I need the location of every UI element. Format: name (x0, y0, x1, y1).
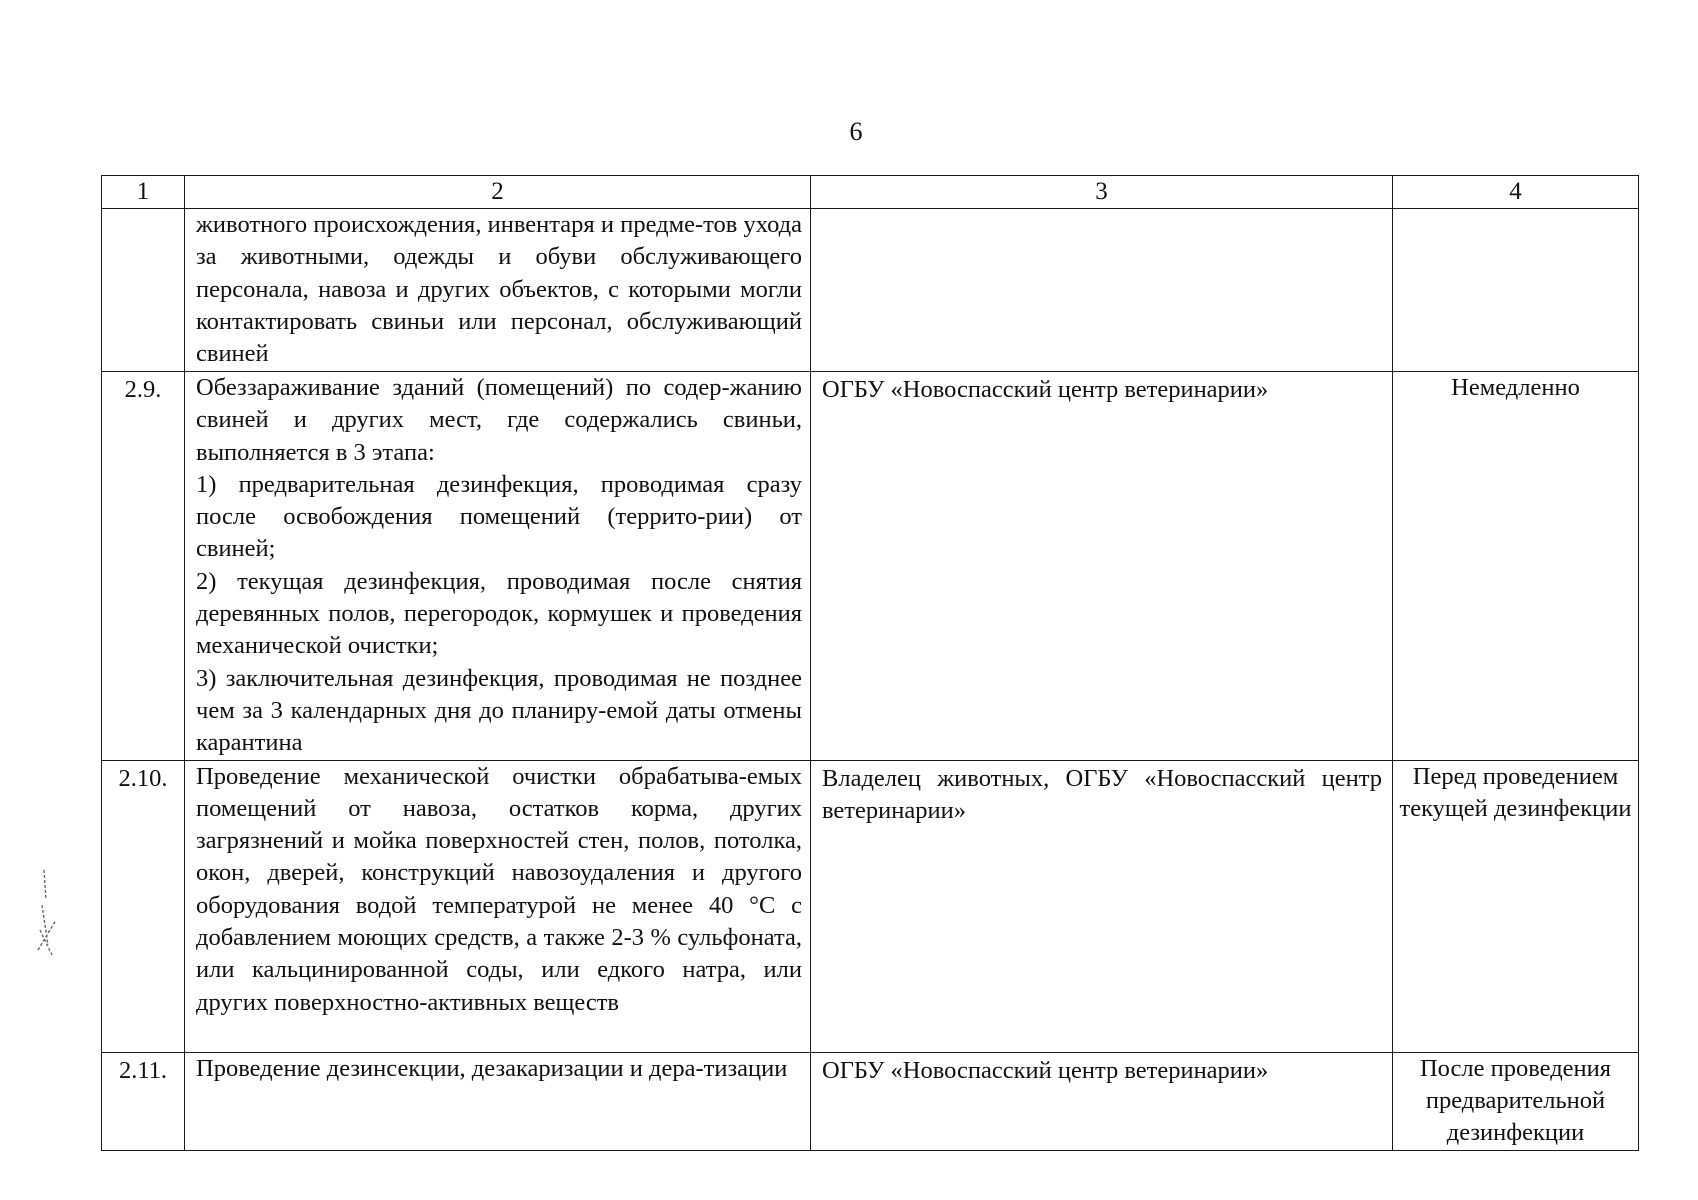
measure-paragraph: 2) текущая дезинфекция, проводимая после снятия деревянных полов, перегородок, кормушек и проведения механической очистки; (196, 567, 802, 660)
row-measure-text (185, 209, 811, 372)
row-number: 2.11. (102, 1052, 185, 1150)
column-header-2: 2 (185, 176, 811, 209)
row-responsible: ОГБУ «Новоспасский центр ветеринарии» (811, 372, 1393, 761)
row-measure-text (185, 372, 811, 761)
row-measure-text (185, 1052, 811, 1150)
row-responsible: Владелец животных, ОГБУ «Новоспасский центр ветеринарии» (811, 760, 1393, 1052)
column-header-4: 4 (1393, 176, 1639, 209)
row-number (102, 209, 185, 372)
row-term: Немедленно (1393, 372, 1639, 761)
row-term: После проведения предварительной дезинфекции (1393, 1052, 1639, 1150)
row-number: 2.10. (102, 760, 185, 1052)
table-row (102, 760, 1639, 1052)
measures-table (101, 175, 1639, 1151)
row-responsible (811, 209, 1393, 372)
measure-paragraph: Проведение механической очистки обрабатыва-емых помещений от навоза, остатков корма, других загрязнений и мойка поверхностей стен, полов, потолка, окон, дверей, конструкций навозоудаления и другого оборудования водой температурой не менее 40 °C с добавлением моющих средств, а также 2-3 % сульфоната, или кальцинированной соды, или едкого натра, или других поверхностно-активных веществ (196, 762, 802, 1016)
row-term (1393, 209, 1639, 372)
table-header-row (102, 176, 1639, 209)
page-number: 6 (849, 117, 863, 146)
column-header-3: 3 (811, 176, 1393, 209)
row-measure-text (185, 760, 811, 1052)
measure-paragraph: Проведение дезинсекции, дезакаризации и дера-тизации (196, 1054, 788, 1082)
measure-paragraph: Обеззараживание зданий (помещений) по содер-жанию свиней и других мест, где содержались свиньи, выполняется в 3 этапа: (196, 374, 802, 466)
row-responsible: ОГБУ «Новоспасский центр ветеринарии» (811, 1052, 1393, 1150)
measure-paragraph: животного происхождения, инвентаря и предме-тов ухода за животными, одежды и обуви обслуживающего персонала, навоза и других объектов, с которыми могли контактировать свиньи или персонал, обслуживающий свиней (196, 211, 802, 368)
table-row (102, 372, 1639, 761)
column-header-1: 1 (102, 176, 185, 209)
table-row (102, 1052, 1639, 1150)
table-row (102, 209, 1639, 372)
margin-scan-mark (18, 860, 78, 980)
measure-paragraph: 1) предварительная дезинфекция, проводимая сразу после освобождения помещений (террито-рии) от свиней; (196, 470, 802, 563)
measure-paragraph: 3) заключительная дезинфекция, проводимая не позднее чем за 3 календарных дня до планиру-емой даты отмены карантина (196, 664, 802, 757)
row-number: 2.9. (102, 372, 185, 761)
row-term: Перед проведением текущей дезинфекции (1393, 760, 1639, 1052)
